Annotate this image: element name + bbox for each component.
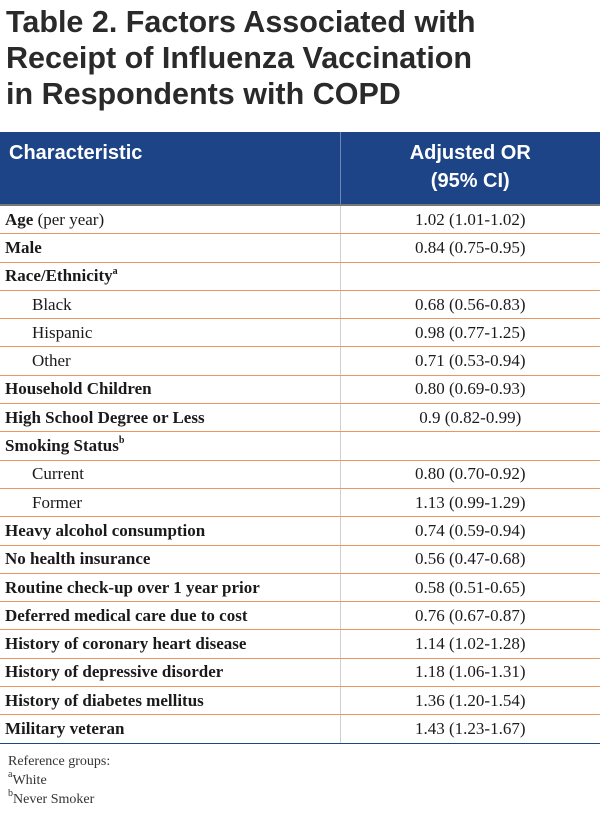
row-adjusted-or: 1.43 (1.23-1.67): [340, 715, 600, 743]
table-title: [6, 4, 596, 112]
row-adjusted-or: 0.80 (0.70-0.92): [340, 460, 600, 488]
characteristic-label: Heavy alcohol consumption: [5, 520, 206, 540]
table-row: [0, 602, 600, 630]
characteristic-label: Routine check-up over 1 year prior: [5, 577, 260, 597]
table-row: [0, 460, 600, 488]
table-row: [0, 545, 600, 573]
title-line: Table 2. Factors Associated with: [6, 5, 476, 39]
characteristic-label: History of coronary heart disease: [5, 634, 247, 654]
table-row: [0, 573, 600, 601]
row-adjusted-or: 0.56 (0.47-0.68): [340, 545, 600, 573]
characteristic-label: Age: [5, 209, 34, 229]
row-adjusted-or: 0.76 (0.67-0.87): [340, 602, 600, 630]
characteristic-qualifier: (per year): [33, 209, 105, 229]
row-characteristic: [0, 687, 340, 715]
row-characteristic: [0, 319, 340, 347]
footnote-marker: a: [112, 265, 118, 277]
table-row: [0, 517, 600, 545]
footnote-item: [8, 771, 110, 790]
characteristic-label: Black: [32, 294, 72, 314]
row-adjusted-or: 0.58 (0.51-0.65): [340, 573, 600, 601]
table-row: [0, 658, 600, 686]
footnote-text: White: [12, 773, 47, 788]
header-characteristic: Characteristic: [0, 132, 340, 205]
row-adjusted-or: 0.68 (0.56-0.83): [340, 290, 600, 318]
characteristic-label: Deferred medical care due to cost: [5, 605, 248, 625]
footnote-marker: b: [118, 435, 125, 447]
table-header: [0, 132, 600, 205]
row-characteristic: [0, 404, 340, 432]
row-adjusted-or: [340, 432, 600, 460]
footnote-marker: b: [8, 788, 13, 800]
title-line: in Respondents with COPD: [6, 77, 401, 111]
header-or-line2: (95% CI): [430, 170, 510, 192]
header-or-line1: Adjusted OR: [409, 142, 531, 164]
table-row: [0, 715, 600, 743]
table-body: [0, 205, 600, 743]
row-characteristic: [0, 517, 340, 545]
footnotes: [8, 752, 110, 809]
row-characteristic: [0, 234, 340, 262]
table-row: [0, 404, 600, 432]
title-line: Receipt of Influenza Vaccination: [6, 41, 473, 75]
footnote-item: [8, 790, 110, 809]
table-row: [0, 290, 600, 318]
table-row: [0, 630, 600, 658]
table-row: [0, 687, 600, 715]
footnote-marker: a: [8, 769, 13, 781]
row-adjusted-or: 1.36 (1.20-1.54): [340, 687, 600, 715]
characteristic-label: High School Degree or Less: [5, 407, 205, 427]
row-adjusted-or: 1.18 (1.06-1.31): [340, 658, 600, 686]
row-characteristic: [0, 630, 340, 658]
characteristic-label: History of diabetes mellitus: [5, 690, 204, 710]
footnote-heading: Reference groups:: [8, 754, 111, 769]
row-characteristic: [0, 432, 340, 460]
row-adjusted-or: 0.98 (0.77-1.25): [340, 319, 600, 347]
results-table-container: [0, 132, 600, 744]
characteristic-label: Male: [5, 237, 42, 257]
row-characteristic: [0, 602, 340, 630]
row-adjusted-or: 0.80 (0.69-0.93): [340, 375, 600, 403]
row-characteristic: [0, 715, 340, 743]
characteristic-label: Military veteran: [5, 718, 125, 738]
row-characteristic: [0, 658, 340, 686]
row-characteristic: [0, 262, 340, 290]
characteristic-label: Former: [32, 492, 83, 512]
row-adjusted-or: 0.9 (0.82-0.99): [340, 404, 600, 432]
characteristic-label: Hispanic: [32, 322, 93, 342]
footnote-text: Never Smoker: [13, 792, 95, 807]
table-row: [0, 432, 600, 460]
row-adjusted-or: 0.71 (0.53-0.94): [340, 347, 600, 375]
table-row: [0, 262, 600, 290]
characteristic-label: Smoking Status: [5, 436, 119, 456]
row-characteristic: [0, 545, 340, 573]
characteristic-label: History of depressive disorder: [5, 662, 224, 682]
table-row: [0, 488, 600, 516]
row-adjusted-or: 1.14 (1.02-1.28): [340, 630, 600, 658]
characteristic-label: Current: [32, 464, 84, 484]
row-characteristic: [0, 347, 340, 375]
row-characteristic: [0, 375, 340, 403]
table-row: [0, 319, 600, 347]
table-row: [0, 234, 600, 262]
row-adjusted-or: 0.74 (0.59-0.94): [340, 517, 600, 545]
row-adjusted-or: 1.13 (0.99-1.29): [340, 488, 600, 516]
row-adjusted-or: 1.02 (1.01-1.02): [340, 205, 600, 234]
characteristic-label: No health insurance: [5, 549, 151, 569]
row-characteristic: [0, 573, 340, 601]
table-row: [0, 375, 600, 403]
row-characteristic: [0, 290, 340, 318]
characteristic-label: Other: [32, 351, 71, 371]
row-adjusted-or: 0.84 (0.75-0.95): [340, 234, 600, 262]
characteristic-label: Race/Ethnicity: [5, 266, 113, 286]
table-row: [0, 205, 600, 234]
row-characteristic: [0, 460, 340, 488]
row-characteristic: [0, 205, 340, 234]
characteristic-label: Household Children: [5, 379, 152, 399]
header-adjusted-or: [340, 132, 600, 205]
results-table: [0, 132, 600, 744]
table-row: [0, 347, 600, 375]
row-adjusted-or: [340, 262, 600, 290]
row-characteristic: [0, 488, 340, 516]
